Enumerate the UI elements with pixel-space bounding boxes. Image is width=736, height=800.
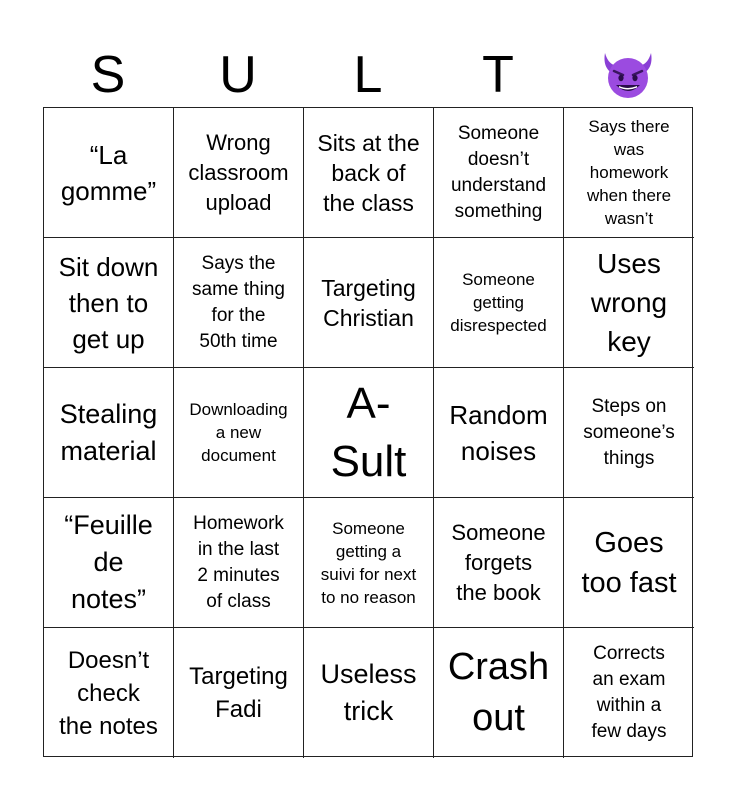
bingo-cell[interactable] — [44, 498, 174, 628]
cell-text: Steps on someone’s things — [583, 395, 675, 469]
bingo-cell[interactable] — [174, 108, 304, 238]
smiling-devil-emoji-icon — [599, 50, 657, 100]
bingo-cell[interactable] — [564, 108, 694, 238]
bingo-cell[interactable] — [304, 498, 434, 628]
cell-text: A- Sult — [330, 378, 407, 486]
bingo-cell[interactable] — [434, 108, 564, 238]
cell-text: Stealing material — [59, 398, 158, 466]
bingo-cell[interactable] — [44, 628, 174, 758]
cell-text: Uses wrong key — [590, 248, 668, 357]
cell-text: Someone forgets the book — [451, 519, 546, 605]
bingo-cell[interactable] — [564, 628, 694, 758]
cell-text: Someone getting a suivi for next to no reason — [320, 518, 417, 607]
cell-text: Targeting Fadi — [189, 663, 288, 723]
cell-text: Targeting Christian — [321, 274, 416, 331]
bingo-cell[interactable] — [304, 108, 434, 238]
cell-text: Someone doesn’t understand something — [450, 122, 547, 222]
cell-text: Downloading a new document — [189, 400, 288, 465]
bingo-cell[interactable] — [174, 238, 304, 368]
cell-text: Useless trick — [320, 659, 417, 726]
header-letter-s: S — [90, 46, 126, 104]
header-devil-cell — [563, 42, 693, 108]
bingo-cell[interactable] — [434, 498, 564, 628]
bingo-free-space[interactable] — [304, 368, 434, 498]
cell-text: Says the same thing for the 50th time — [192, 252, 285, 352]
cell-text: “Feuille de notes” — [64, 510, 153, 614]
cell-text: Someone getting disrespected — [450, 270, 547, 335]
cell-text: Crash out — [447, 646, 550, 739]
bingo-header — [43, 42, 693, 108]
bingo-cell[interactable] — [434, 628, 564, 758]
bingo-cell[interactable] — [44, 108, 174, 238]
cell-text: Homework in the last 2 minutes of class — [193, 512, 284, 612]
bingo-cell[interactable] — [174, 628, 304, 758]
cell-text: Wrong classroom upload — [188, 129, 289, 215]
cell-text: Says there was homework when there wasn’t — [586, 117, 672, 228]
cell-text: Sits at the back of the class — [317, 129, 420, 216]
header-letter-t: T — [482, 46, 514, 104]
bingo-cell[interactable] — [434, 368, 564, 498]
cell-text: Sit down then to get up — [58, 251, 159, 354]
bingo-cell[interactable] — [304, 628, 434, 758]
cell-text: Corrects an exam within a few days — [591, 643, 667, 742]
bingo-cell[interactable] — [564, 238, 694, 368]
cell-text: “La gomme” — [60, 139, 157, 206]
header-letter-u: U — [219, 46, 257, 104]
cell-text: Random noises — [449, 399, 548, 466]
bingo-cell[interactable] — [564, 498, 694, 628]
bingo-cell[interactable] — [44, 368, 174, 498]
bingo-board — [43, 107, 693, 757]
bingo-cell[interactable] — [174, 498, 304, 628]
cell-text: Doesn’t check the notes — [59, 646, 158, 740]
bingo-cell[interactable] — [304, 238, 434, 368]
bingo-cell[interactable] — [434, 238, 564, 368]
bingo-cell[interactable] — [44, 238, 174, 368]
bingo-cell[interactable] — [564, 368, 694, 498]
header-letter-l: L — [353, 46, 383, 104]
cell-text: Goes too fast — [581, 526, 677, 599]
bingo-cell[interactable] — [174, 368, 304, 498]
